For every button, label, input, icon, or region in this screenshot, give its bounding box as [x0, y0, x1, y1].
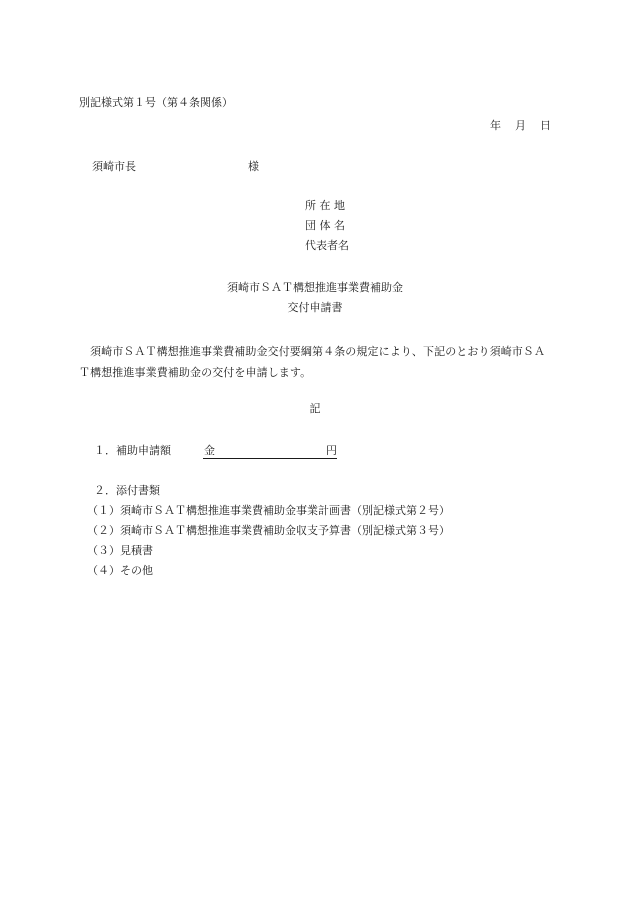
- date-line: [490, 119, 551, 133]
- addressee-name: 須崎市長: [92, 160, 136, 173]
- body-paragraph: 須崎市ＳＡＴ構想推進事業費補助金交付要綱第４条の規定により、下記のとおり須崎市ＳＡＴ構想推進事業費補助金の交付を申請します。: [79, 345, 546, 379]
- document-subtitle: 交付申請書: [287, 301, 343, 314]
- ki-heading: 記: [309, 402, 321, 415]
- applicant-address-label: 所 在 地: [305, 199, 345, 212]
- document-title: 須崎市ＳＡＴ構想推進事業費補助金: [227, 281, 403, 294]
- attachment-item: （１）須崎市ＳＡＴ構想推進事業費補助金事業計画書（別記様式第２号）: [87, 504, 450, 517]
- attachment-item: （４）その他: [87, 564, 153, 577]
- amount-prefix: 金: [204, 444, 215, 457]
- attachment-item: （２）須崎市ＳＡＴ構想推進事業費補助金収支予算書（別記様式第３号）: [87, 524, 450, 537]
- addressee: [92, 160, 259, 174]
- attachment-item: （３）見積書: [87, 544, 153, 557]
- applicant-organization-label: 団 体 名: [305, 219, 345, 232]
- date-month: 月: [515, 119, 526, 132]
- item1-label: １．補助申請額: [94, 444, 171, 457]
- amount-suffix: 円: [326, 444, 337, 457]
- date-year: 年: [490, 119, 501, 132]
- date-day: 日: [540, 119, 551, 132]
- applicant-representative-label: 代表者名: [305, 239, 349, 252]
- form-number: 別記様式第１号（第４条関係）: [79, 96, 233, 109]
- item2-label: ２．添付書類: [94, 484, 160, 497]
- addressee-honorific: 様: [248, 160, 259, 173]
- grant-amount-field[interactable]: [203, 444, 337, 459]
